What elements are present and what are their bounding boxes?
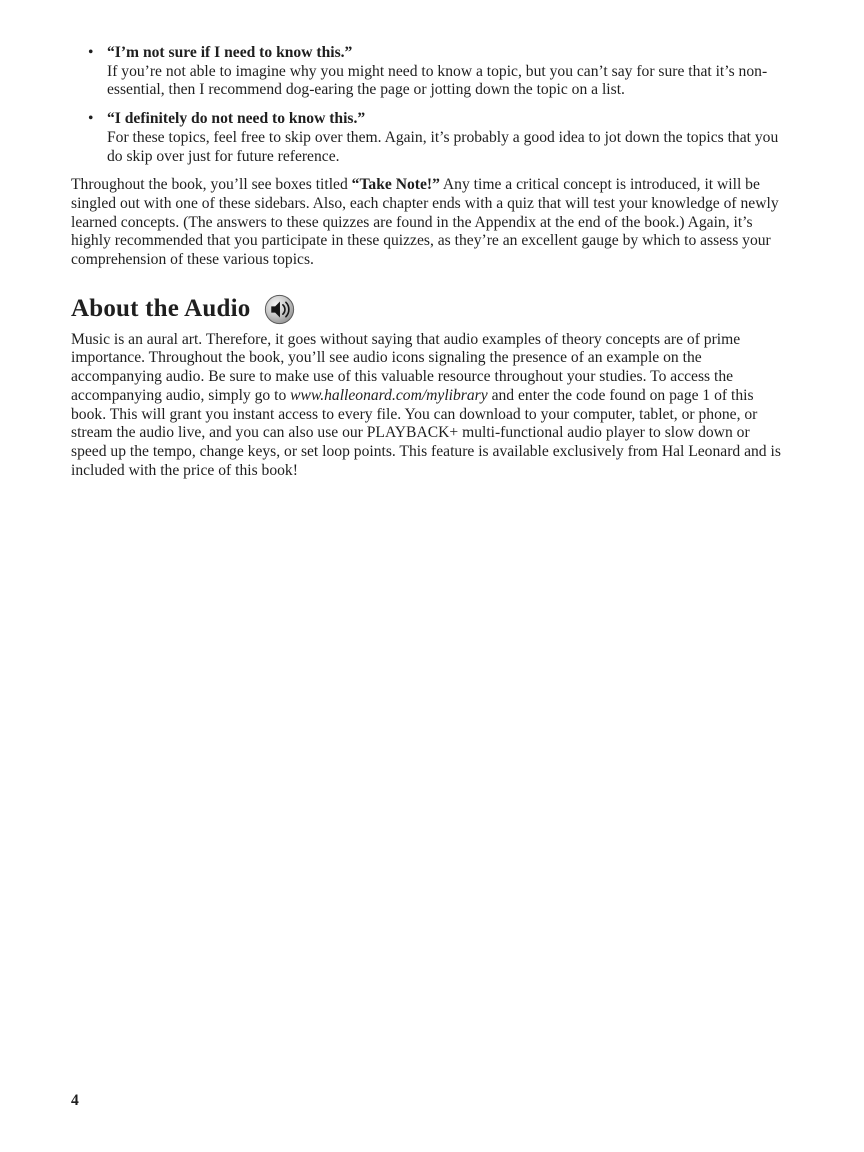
list-item (71, 110, 788, 166)
bullet-body: For these topics, feel free to skip over them. Again, it’s probably a good idea to jot down the topics that you do skip over just for future reference. (107, 128, 779, 165)
take-note-text-pre: Throughout the book, you’ll see boxes titled (71, 176, 352, 194)
bullet-content (107, 44, 788, 100)
about-audio-text-post: and enter the code found on page 1 of this book. This will grant you instant access to every file. You can download to your computer, tablet, or phone, or stream the audio live, and you can also use our PLAYBACK+ multi-functional audio player to slow down or speed up the tempo, change keys, or set loop points. This feature is available exclusively from Hal Leonard and is included with the price of this book! (71, 386, 781, 479)
bullet-icon: • (88, 44, 94, 61)
section-heading-row (71, 294, 788, 325)
bullet-content (107, 110, 788, 166)
about-audio-text-pre: Music is an aural art. Therefore, it goes without saying that audio examples of theory concepts are of prime importance. Throughout the book, you’ll see audio icons signaling the presence of an example on the accompanying audio. Be sure to make use of this valuable resource throughout your studies. To access the accompanying audio, simply go to (71, 330, 741, 404)
bullet-heading: “I’m not sure if I need to know this.” (107, 44, 353, 61)
take-note-bold: “Take Note!” (351, 176, 440, 194)
speaker-icon (264, 294, 295, 325)
page-number: 4 (71, 1092, 79, 1109)
take-note-paragraph (71, 176, 788, 270)
bullet-list (71, 44, 788, 166)
audio-library-url: www.halleonard.com/mylibrary (290, 386, 488, 404)
bullet-heading: “I definitely do not need to know this.” (107, 110, 366, 128)
list-item (71, 44, 788, 100)
page-content (0, 0, 864, 480)
section-heading: About the Audio (71, 294, 251, 322)
take-note-text-post: Any time a critical concept is introduced, it will be singled out with one of these sidebars. Also, each chapter ends with a quiz that will test your knowledge of newly learned concepts. (The answers to these quizzes are found in the Appendix at the end of the book.) Again, it’s highly recommended that you participate in these quizzes, as they’re an excellent gauge by which to assess your comprehension of these various topics. (71, 176, 779, 269)
bullet-icon: • (88, 110, 94, 128)
about-audio-paragraph (71, 331, 788, 481)
bullet-body: If you’re not able to imagine why you might need to know a topic, but you can’t say for sure that it’s non-essential, then I recommend dog-earing the page or jotting down the topic on a list. (107, 62, 768, 99)
